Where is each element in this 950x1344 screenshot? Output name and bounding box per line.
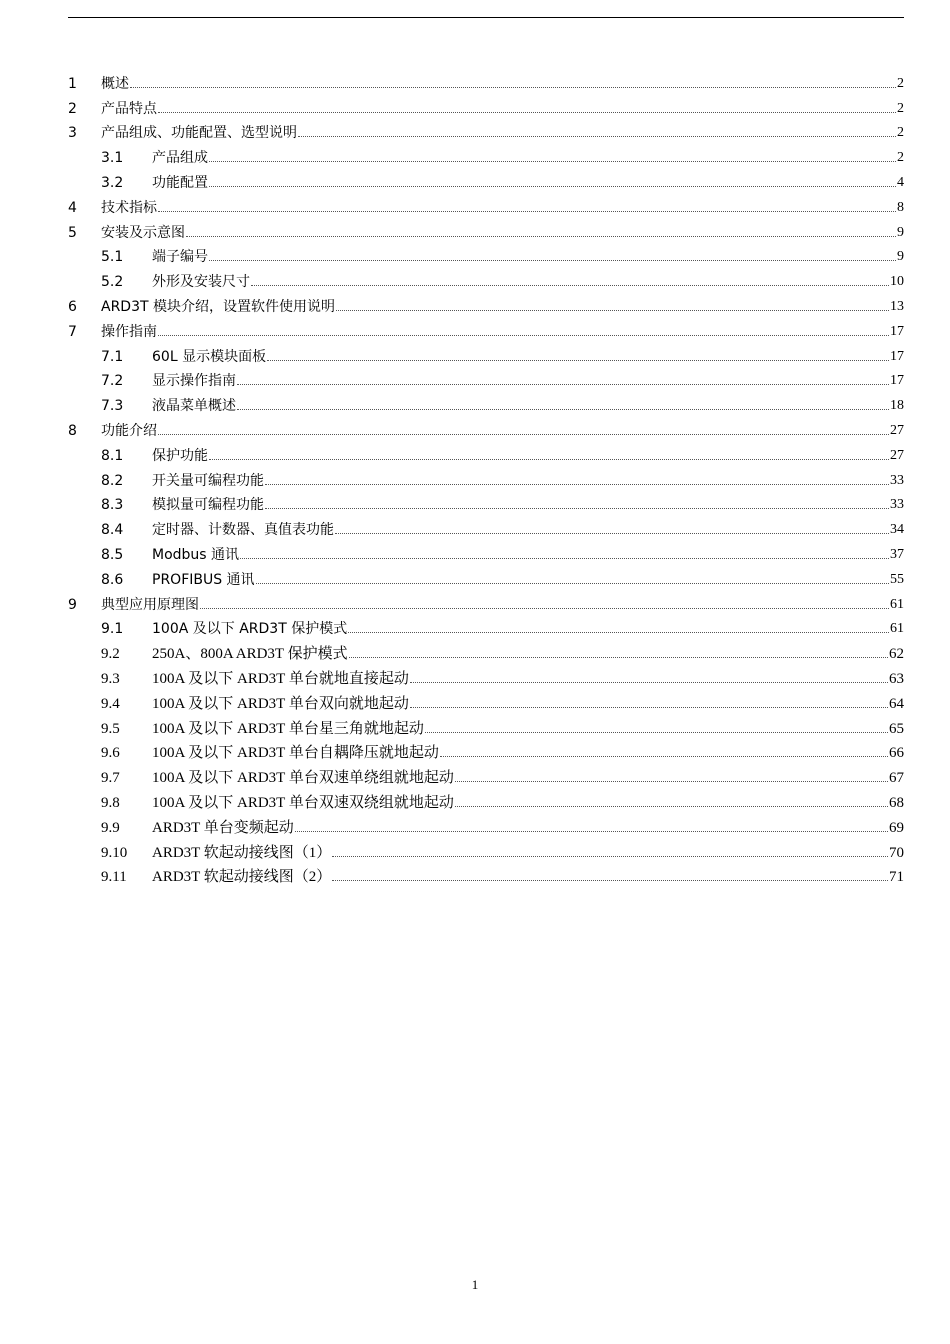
toc-entry-title: 100A 及以下 ARD3T 单台双速单绕组就地起动: [152, 770, 454, 787]
toc-dot-leader: [158, 434, 889, 435]
toc-entry[interactable]: [68, 490, 904, 515]
toc-entry-page: 70: [889, 844, 904, 861]
toc-entry-number: 7.1: [101, 348, 124, 365]
toc-entry-page: 9: [897, 224, 904, 240]
toc-entry-title: 功能配置: [152, 174, 208, 191]
toc-entry-title: 100A 及以下 ARD3T 单台星三角就地起动: [152, 720, 424, 737]
toc-entry-number: 9.1: [101, 621, 124, 638]
toc-dot-leader: [209, 186, 896, 187]
toc-dot-leader: [348, 632, 889, 633]
toc-entry[interactable]: [68, 738, 904, 763]
toc-dot-leader: [209, 459, 889, 460]
toc-entry[interactable]: [68, 390, 904, 415]
toc-entry[interactable]: [68, 341, 904, 366]
toc-dot-leader: [298, 136, 896, 137]
toc-entry-title: 产品组成: [152, 150, 208, 167]
toc-entry-number: 9.2: [101, 646, 120, 663]
toc-dot-leader: [256, 583, 889, 584]
toc-entry-title: 安装及示意图: [101, 224, 185, 241]
toc-entry-number: 7.3: [101, 398, 124, 415]
toc-entry-page: 33: [890, 497, 904, 513]
toc-entry-title: ARD3T 软起动接线图（1）: [152, 844, 332, 861]
toc-dot-leader: [251, 285, 889, 286]
toc-entry-page: 63: [889, 670, 904, 687]
toc-entry[interactable]: [68, 862, 904, 887]
toc-entry-page: 27: [890, 422, 904, 438]
toc-entry[interactable]: [68, 366, 904, 391]
toc-entry[interactable]: [68, 688, 904, 713]
toc-entry-page: 61: [890, 621, 904, 637]
toc-entry-number: 1: [68, 75, 77, 92]
toc-entry-number: 2: [68, 100, 77, 117]
toc-entry-page: 67: [889, 770, 904, 787]
toc-entry[interactable]: [68, 465, 904, 490]
toc-entry[interactable]: [68, 68, 904, 93]
toc-dot-leader: [237, 384, 889, 385]
toc-entry-page: 37: [890, 546, 904, 562]
toc-entry[interactable]: [68, 142, 904, 167]
toc-entry[interactable]: [68, 266, 904, 291]
toc-entry-title: 产品组成、功能配置、选型说明: [101, 125, 297, 142]
toc-entry-page: 62: [889, 646, 904, 663]
toc-dot-leader: [265, 508, 889, 509]
toc-entry-number: 8.3: [101, 497, 124, 514]
header-rule: [68, 17, 904, 18]
toc-entry-page: 33: [890, 472, 904, 488]
toc-dot-leader: [209, 260, 896, 261]
toc-entry-title: 液晶菜单概述: [152, 398, 236, 415]
toc-entry-page: 2: [897, 150, 904, 166]
toc-entry[interactable]: [68, 539, 904, 564]
toc-entry-title: 定时器、计数器、真值表功能: [152, 522, 334, 539]
toc-entry-title: 开关量可编程功能: [152, 472, 264, 489]
toc-entry-page: 55: [890, 571, 904, 587]
toc-entry[interactable]: [68, 812, 904, 837]
toc-dot-leader: [265, 484, 889, 485]
toc-entry-page: 2: [897, 125, 904, 141]
toc-entry-number: 3.1: [101, 150, 124, 167]
toc-entry-number: 3: [68, 125, 77, 142]
toc-dot-leader: [410, 682, 888, 683]
toc-entry-number: 9.3: [101, 670, 120, 687]
toc-entry-page: 71: [889, 869, 904, 886]
toc-dot-leader: [158, 335, 889, 336]
toc-entry-title: 操作指南: [101, 323, 157, 340]
toc-entry-title: 保护功能: [152, 447, 208, 464]
toc-entry-page: 27: [890, 447, 904, 463]
toc-entry-number: 9: [68, 596, 77, 613]
toc-entry[interactable]: [68, 614, 904, 639]
toc-entry[interactable]: [68, 192, 904, 217]
toc-entry-title: 功能介绍: [101, 422, 157, 439]
toc-entry-title: 100A 及以下 ARD3T 单台双向就地起动: [152, 695, 409, 712]
toc-dot-leader: [440, 756, 888, 757]
toc-entry-title: 250A、800A ARD3T 保护模式: [152, 646, 348, 663]
toc-dot-leader: [335, 533, 889, 534]
table-of-contents: [68, 68, 904, 886]
toc-entry[interactable]: [68, 837, 904, 862]
page-number: 1: [471, 1277, 479, 1292]
toc-entry-number: 9.11: [101, 869, 127, 886]
toc-entry-title: 100A 及以下 ARD3T 单台自耦降压就地起动: [152, 745, 439, 762]
toc-dot-leader: [209, 161, 896, 162]
toc-dot-leader: [240, 558, 889, 559]
toc-entry-number: 9.8: [101, 794, 120, 811]
toc-entry-page: 61: [890, 596, 904, 612]
toc-entry[interactable]: [68, 762, 904, 787]
toc-entry-number: 8.4: [101, 522, 124, 539]
toc-entry-number: 9.4: [101, 695, 120, 712]
toc-entry-page: 2: [897, 100, 904, 116]
toc-entry[interactable]: [68, 316, 904, 341]
toc-entry-page: 4: [897, 174, 904, 190]
toc-entry-title: 显示操作指南: [152, 373, 236, 390]
toc-dot-leader: [295, 831, 888, 832]
toc-entry-number: 7: [68, 323, 77, 340]
toc-entry-page: 65: [889, 720, 904, 737]
toc-entry[interactable]: [68, 589, 904, 614]
toc-entry-title: 60L 显示模块面板: [152, 348, 267, 365]
toc-entry[interactable]: [68, 440, 904, 465]
toc-entry-number: 4: [68, 199, 77, 216]
toc-dot-leader: [336, 310, 889, 311]
toc-dot-leader: [267, 360, 889, 361]
toc-entry-title: ARD3T 软起动接线图（2）: [152, 869, 332, 886]
toc-entry-title: 产品特点: [101, 100, 157, 117]
toc-entry-page: 10: [890, 274, 904, 290]
toc-entry[interactable]: [68, 514, 904, 539]
toc-entry[interactable]: [68, 787, 904, 812]
toc-dot-leader: [186, 236, 896, 237]
toc-entry[interactable]: [68, 118, 904, 143]
toc-entry-page: 8: [897, 199, 904, 215]
toc-dot-leader: [410, 707, 888, 708]
toc-dot-leader: [349, 657, 888, 658]
toc-entry-page: 17: [890, 348, 904, 364]
toc-dot-leader: [200, 608, 889, 609]
toc-entry-number: 9.7: [101, 770, 120, 787]
toc-entry-number: 9.9: [101, 819, 120, 836]
toc-entry[interactable]: [68, 217, 904, 242]
toc-entry[interactable]: [68, 242, 904, 267]
toc-dot-leader: [455, 781, 888, 782]
toc-entry-page: 66: [889, 745, 904, 762]
toc-entry-page: 17: [890, 323, 904, 339]
toc-entry-title: ARD3T 单台变频起动: [152, 819, 294, 836]
toc-entry[interactable]: [68, 564, 904, 589]
toc-entry-page: 68: [889, 794, 904, 811]
toc-entry-number: 7.2: [101, 373, 124, 390]
toc-entry-page: 69: [889, 819, 904, 836]
toc-entry-title: PROFIBUS 通讯: [152, 571, 255, 588]
toc-dot-leader: [332, 856, 888, 857]
toc-entry-page: 9: [897, 249, 904, 265]
toc-dot-leader: [237, 409, 889, 410]
toc-entry-title: 100A 及以下 ARD3T 单台就地直接起动: [152, 670, 409, 687]
toc-entry-number: 9.10: [101, 844, 128, 861]
toc-entry-number: 5: [68, 224, 77, 241]
toc-dot-leader: [158, 211, 896, 212]
toc-dot-leader: [332, 880, 888, 881]
toc-entry-title: 100A 及以下 ARD3T 单台双速双绕组就地起动: [152, 794, 454, 811]
toc-entry-title: 100A 及以下 ARD3T 保护模式: [152, 621, 348, 638]
toc-entry-number: 8: [68, 422, 77, 439]
toc-entry[interactable]: [68, 167, 904, 192]
toc-entry-number: 8.2: [101, 472, 124, 489]
toc-dot-leader: [158, 112, 896, 113]
toc-entry-number: 5.2: [101, 274, 124, 291]
toc-entry-title: 模拟量可编程功能: [152, 497, 264, 514]
toc-dot-leader: [455, 806, 888, 807]
toc-entry[interactable]: [68, 713, 904, 738]
toc-entry[interactable]: [68, 93, 904, 118]
toc-entry-title: 外形及安装尺寸: [152, 274, 250, 291]
toc-entry-title: 概述: [101, 75, 129, 92]
toc-entry-title: 技术指标: [101, 199, 157, 216]
toc-entry-page: 2: [897, 75, 904, 91]
toc-entry-number: 6: [68, 298, 77, 315]
toc-entry-page: 18: [890, 398, 904, 414]
toc-entry-title: 典型应用原理图: [101, 596, 199, 613]
toc-entry[interactable]: [68, 415, 904, 440]
toc-dot-leader: [425, 732, 888, 733]
toc-entry[interactable]: [68, 291, 904, 316]
toc-dot-leader: [130, 87, 896, 88]
toc-entry-number: 8.6: [101, 571, 124, 588]
toc-entry-title: 端子编号: [152, 249, 208, 266]
toc-entry[interactable]: [68, 663, 904, 688]
toc-entry-page: 17: [890, 373, 904, 389]
toc-entry-number: 3.2: [101, 174, 124, 191]
toc-entry-number: 9.5: [101, 720, 120, 737]
toc-entry-number: 8.1: [101, 447, 124, 464]
toc-entry-number: 9.6: [101, 745, 120, 762]
toc-entry[interactable]: [68, 638, 904, 663]
toc-entry-page: 13: [890, 298, 904, 314]
toc-entry-title: Modbus 通讯: [152, 546, 240, 563]
toc-entry-title: ARD3T 模块介绍，设置软件使用说明: [101, 298, 335, 315]
toc-entry-number: 8.5: [101, 546, 124, 563]
toc-entry-page: 34: [890, 522, 904, 538]
toc-entry-number: 5.1: [101, 249, 124, 266]
toc-entry-page: 64: [889, 695, 904, 712]
